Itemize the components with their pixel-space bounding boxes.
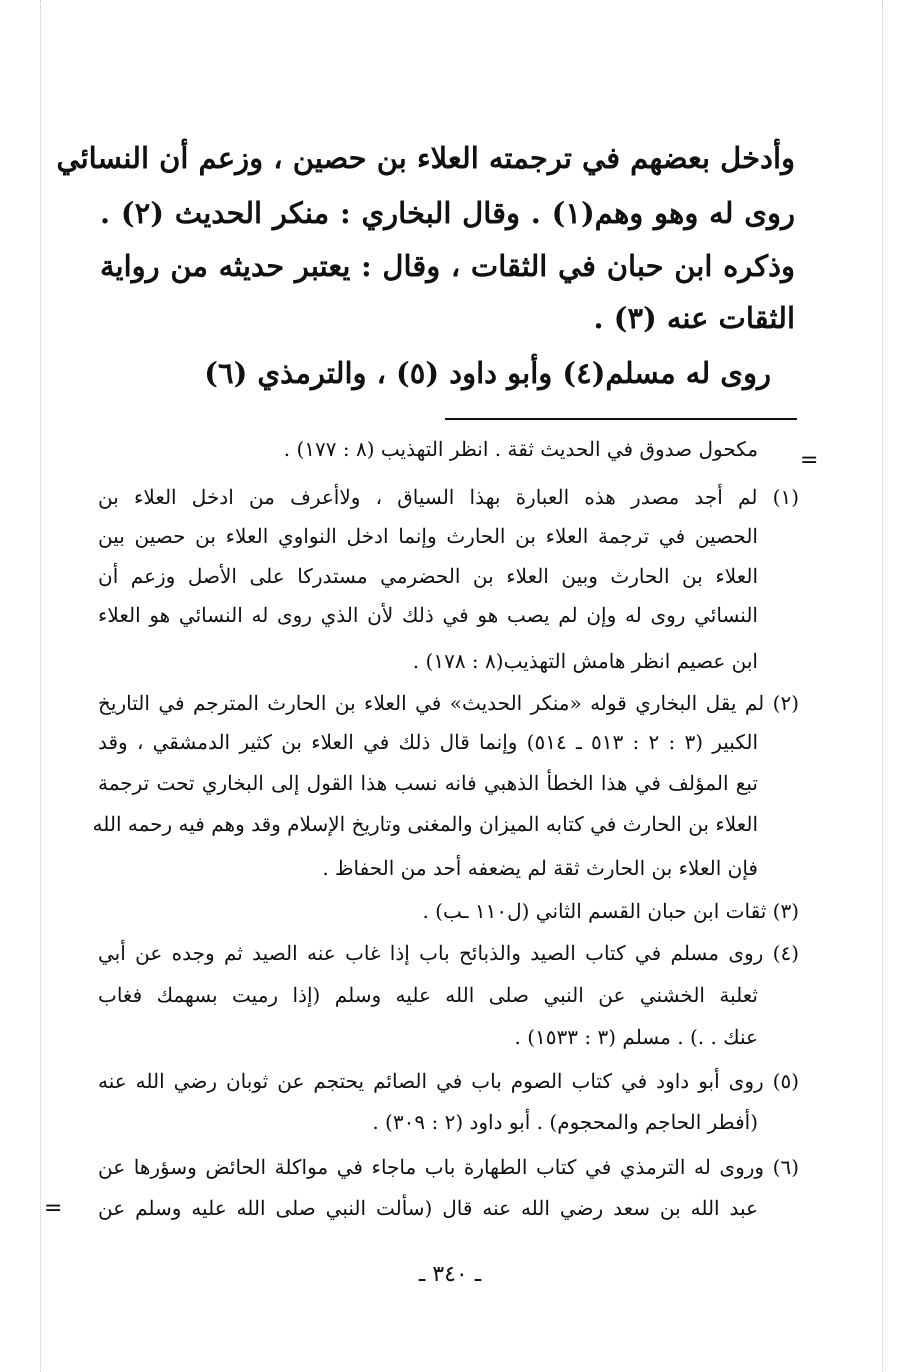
footnote-line: العلاء بن الحارث في كتابه الميزان والمغنى وتاريخ الإسلام وقد وهم فيه رحمه الله (92, 812, 758, 836)
footnote-line: (٥) روى أبو داود في كتاب الصوم باب في الصائم يحتجم عن ثوبان رضي الله عنه (98, 1069, 799, 1093)
main-text-line-1: وأدخل بعضهم في ترجمته العلاء بن حصين ، وزعم أن النسائي (56, 141, 795, 175)
footnote-line: ابن عصيم انظر هامش التهذيب(٨ : ١٧٨) . (412, 649, 758, 673)
continuation-mark-bottom: = (44, 1196, 63, 1221)
footnote-line: (٣) ثقات ابن حبان القسم الثاني (ل١١٠ ـب) . (422, 899, 799, 923)
footnote-line: فإن العلاء بن الحارث ثقة لم يضعفه أحد من الحفاظ . (322, 856, 758, 880)
footnote-line: (٦) وروى له الترمذي في كتاب الطهارة باب ماجاء في مواكلة الحائض وسؤرها عن (98, 1155, 799, 1179)
footnote-line: النسائي روى له وإن لم يصب هو في ذلك لأن الذي روى له النسائي هو العلاء (98, 603, 758, 627)
footnote-separator (445, 418, 797, 420)
main-text-line-4: الثقات عنه (٣) . (593, 301, 795, 335)
scan-border-right (882, 0, 883, 1372)
footnote-line: (١) لم أجد مصدر هذه العبارة بهذا السياق ، ولاأعرف من ادخل العلاء بن (98, 485, 799, 509)
footnote-line: (٤) روى مسلم في كتاب الصيد والذبائح باب إذا غاب عنه الصيد ثم وجده عن أبي (98, 941, 800, 965)
footnote-line: عبد الله بن سعد رضي الله عنه قال (سألت النبي صلى الله عليه وسلم عن (98, 1196, 758, 1220)
continuation-mark-top: = (800, 448, 819, 473)
main-text-line-3: وذكره ابن حبان في الثقات ، وقال : يعتبر حديثه من رواية (100, 249, 795, 283)
footnote-line: عنك . .) . مسلم (٣ : ١٥٣٣) . (514, 1025, 758, 1049)
main-text-line-2: روى له وهو وهم(١) . وقال البخاري : منكر الحديث (٢) . (100, 196, 796, 230)
footnote-line: ثعلبة الخشني عن النبي صلى الله عليه وسلم (إذا رميت بسهمك فغاب (98, 983, 758, 1007)
footnote-line: الحصين في ترجمة العلاء بن الحارث وإنما ادخل النواوي العلاء بن حصين بين (98, 524, 758, 548)
scan-border-left (40, 0, 41, 1372)
footnote-line: العلاء بن الحارث وبين العلاء بن الحضرمي مستدركا على الأصل وزعم أن (98, 564, 758, 588)
footnote-line: تبع المؤلف في هذا الخطأ الذهبي فانه نسب هذا القول إلى البخاري تحت ترجمة (98, 771, 758, 795)
footnote-line: مكحول صدوق في الحديث ثقة . انظر التهذيب (٨ : ١٧٧) . (283, 437, 758, 461)
main-text-line-5: روى له مسلم(٤) وأبو داود (٥) ، والترمذي (٦) (204, 356, 771, 390)
footnote-line: الكبير (٣ : ٢ : ٥١٣ ـ ٥١٤) وإنما قال ذلك في العلاء بن كثير الدمشقي ، وقد (98, 730, 759, 754)
footnote-line: (أفطر الحاجم والمحجوم) . أبو داود (٢ : ٣٠٩) . (372, 1110, 758, 1134)
page-number: ـ ٣٤٠ ـ (418, 1262, 482, 1287)
footnote-line: (٢) لم يقل البخاري قوله «منكر الحديث» في العلاء بن الحارث المترجم في التاريخ (98, 691, 799, 715)
